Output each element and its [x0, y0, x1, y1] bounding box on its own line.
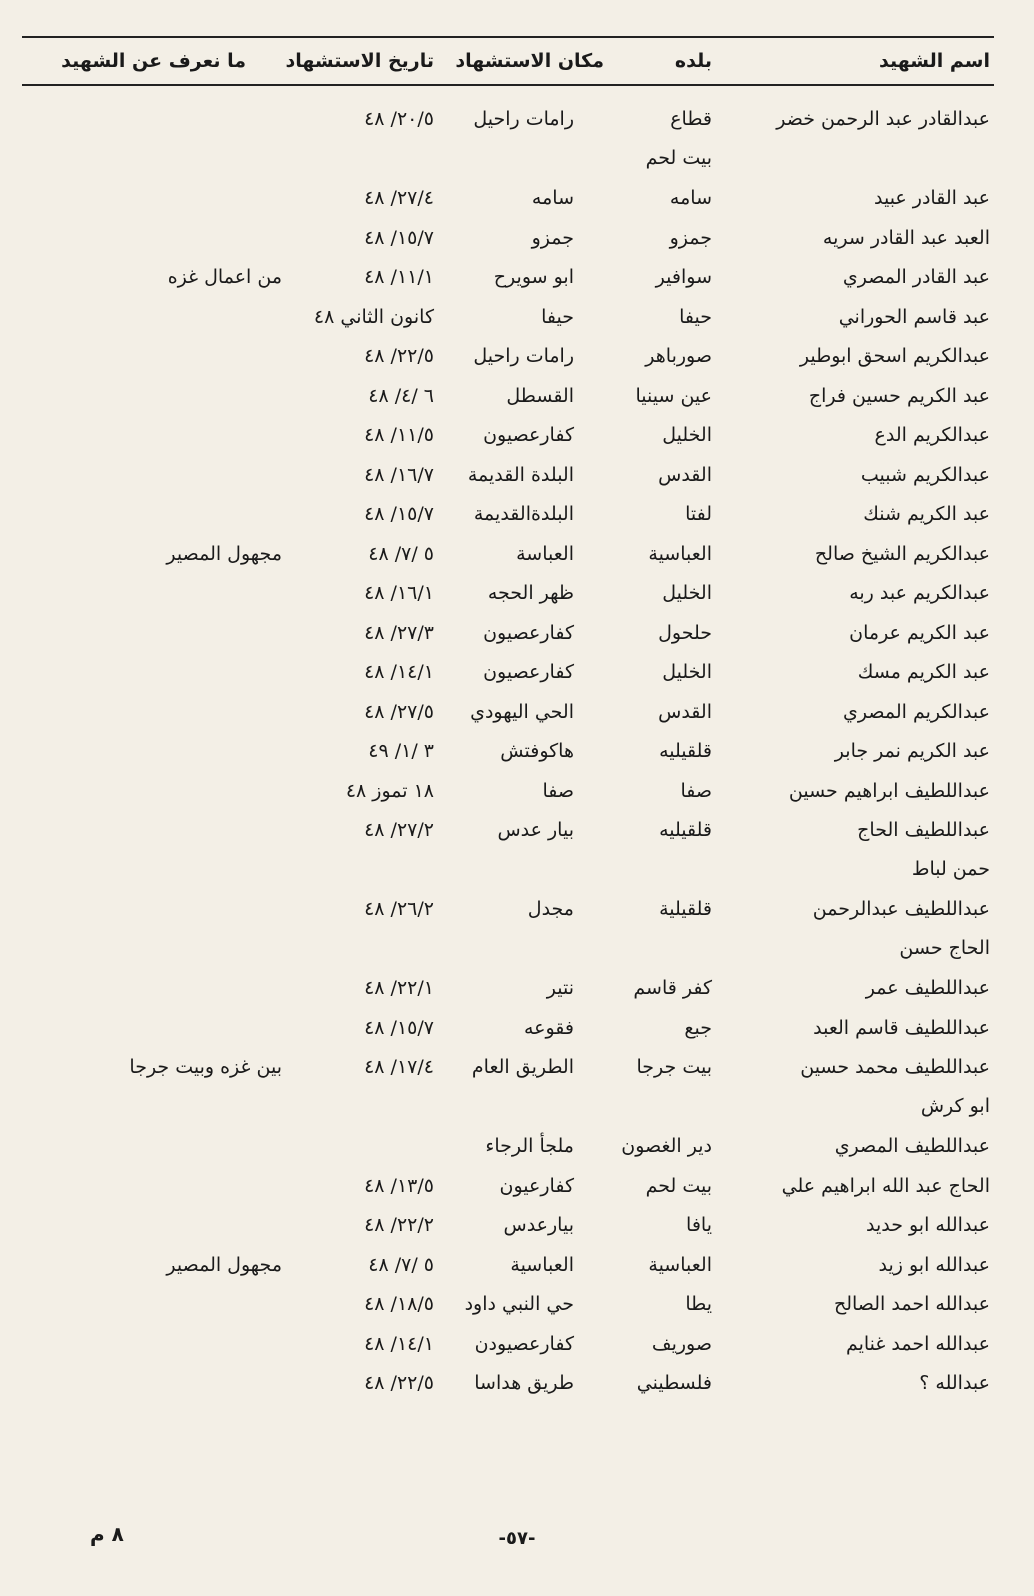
table-row: [22, 1167, 994, 1207]
table-row: [22, 574, 994, 614]
martyr-town: حيفا: [679, 305, 712, 328]
martyrdom-date: ١٥/٧/ ٤٨: [364, 503, 434, 525]
martyr-name: عبداللطيف الحاج: [857, 819, 990, 841]
martyrdom-date: ١٨ تموز ٤٨: [345, 779, 434, 802]
table-row: [22, 100, 994, 179]
table-row: [22, 614, 994, 654]
martyr-town: عين سينيا: [635, 384, 712, 407]
martyrdom-date: ١٤/١/ ٤٨: [364, 1332, 434, 1355]
martyr-name: عبدالكريم اسحق ابوطير: [799, 345, 990, 367]
footer-mark: ٨ م: [90, 1522, 124, 1546]
martyr-town: حلحول: [658, 621, 712, 644]
table-row: [22, 693, 994, 733]
martyrdom-date: ١١/١/ ٤٨: [364, 266, 434, 288]
table-row: [22, 1206, 994, 1246]
table-row: [22, 1009, 994, 1049]
table-header: [22, 44, 994, 80]
table-row: [22, 1285, 994, 1325]
martyr-town: جمزو: [669, 226, 712, 249]
header-date: تاريخ الاستشهاد: [285, 50, 434, 72]
martyr-name: عبدالقادر عبد الرحمن خضر: [776, 108, 990, 130]
martyrdom-date: ١٨/٥/ ٤٨: [364, 1293, 434, 1315]
martyr-town: جبع: [684, 1016, 712, 1039]
martyrdom-place: جمزو: [531, 226, 574, 249]
martyr-town: صورباهر: [645, 345, 712, 367]
martyr-name: عبداللطيف قاسم العبد: [813, 1016, 990, 1039]
martyrdom-date: ٢٧/٤/ ٤٨: [364, 187, 434, 209]
martyr-town: لفتا: [685, 503, 712, 525]
martyrdom-place: نتير: [546, 977, 574, 999]
martyr-name: عبدالله احمد الصالح: [833, 1293, 990, 1315]
table-row: [22, 219, 994, 259]
martyrdom-date: ٢٧/٥/ ٤٨: [364, 700, 434, 723]
martyrdom-place: ملجأ الرجاء: [485, 1135, 574, 1157]
martyr-town: كفر قاسم: [633, 977, 712, 999]
martyr-notes: من اعمال غزه: [167, 266, 282, 288]
martyrdom-place: حي النبي داود: [464, 1293, 574, 1315]
martyr-town: العباسية: [648, 542, 712, 565]
table-row: [22, 416, 994, 456]
martyrdom-place: البلدة القديمة: [467, 463, 574, 486]
martyrdom-place: مجدل: [527, 898, 574, 920]
martyrdom-place: العباسة: [516, 542, 574, 565]
martyrdom-place: كفارعصيون: [483, 661, 574, 683]
martyr-name: عبداللطيف ابراهيم حسين: [788, 779, 990, 802]
page-number: -٥٧-: [498, 1528, 536, 1549]
martyr-name: عبد الكريم نمر جابر: [834, 740, 990, 762]
martyr-name: عبدالله احمد غنايم: [845, 1332, 990, 1355]
martyrdom-place: كفارعصيون: [483, 621, 574, 644]
martyrdom-place: طريق هداسا: [474, 1372, 574, 1394]
martyr-town: القدس: [658, 463, 712, 486]
martyrdom-date: ١٣/٥/ ٤٨: [364, 1174, 434, 1197]
martyrdom-date: ١٥/٧/ ٤٨: [364, 226, 434, 249]
table-row: [22, 969, 994, 1009]
martyr-town: سامه: [669, 187, 712, 209]
martyrdom-place: الطريق العام: [471, 1056, 574, 1078]
martyr-town: قلقيليه: [659, 819, 712, 841]
martyr-town-continued: بيت لحم: [645, 147, 712, 169]
martyr-town: القدس: [658, 700, 712, 723]
top-rule: [22, 36, 994, 38]
martyrdom-place: رامات راحيل: [473, 345, 574, 367]
table-row: [22, 337, 994, 377]
martyrdom-place: الحي اليهودي: [470, 700, 574, 723]
martyrdom-date: ٢٢/١/ ٤٨: [364, 977, 434, 999]
martyrdom-date: ٢٧/٣/ ٤٨: [364, 621, 434, 644]
martyrdom-date: ٢٢/٥/ ٤٨: [364, 345, 434, 367]
table-row: [22, 535, 994, 575]
martyr-town: قلقيلية: [659, 898, 712, 920]
header-name: اسم الشهيد: [879, 50, 990, 72]
martyrdom-date: ١٧/٤/ ٤٨: [364, 1056, 434, 1078]
martyr-name: عبدالله ؟: [919, 1372, 990, 1394]
martyr-town: يطا: [685, 1293, 712, 1315]
martyrdom-place: هاكوفتش: [500, 740, 574, 762]
martyrdom-date: ٦ /٤/ ٤٨: [368, 384, 434, 407]
martyr-town: الخليل: [662, 424, 712, 446]
header-town: بلده: [674, 50, 712, 72]
martyrdom-place: حيفا: [541, 305, 574, 328]
martyrdom-place: ظهر الحجه: [487, 582, 574, 604]
martyr-name: عبداللطيف عبدالرحمن: [812, 898, 990, 920]
table-row: [22, 258, 994, 298]
table-row: [22, 653, 994, 693]
martyrdom-place: ابو سويرح: [493, 266, 574, 288]
table-row: [22, 377, 994, 417]
martyr-name: عبد قاسم الحوراني: [838, 305, 990, 328]
header-notes: ما نعرف عن الشهيد: [61, 50, 246, 72]
martyr-name: عبدالله ابو زيد: [878, 1253, 990, 1276]
table-row: [22, 1127, 994, 1167]
martyr-town: قطاع: [670, 108, 712, 130]
martyr-name-continued: الحاج حسن: [899, 937, 990, 959]
martyr-notes: مجهول المصير: [166, 1253, 282, 1276]
martyrdom-place: كفارعيون: [499, 1174, 574, 1197]
table-row: [22, 732, 994, 772]
martyr-name: عبدالكريم الشيخ صالح: [814, 542, 990, 565]
martyr-notes: مجهول المصير: [166, 542, 282, 565]
martyrdom-date: ٥ /٧/ ٤٨: [368, 542, 434, 565]
header-place: مكان الاستشهاد: [455, 50, 604, 72]
martyrdom-place: العباسية: [510, 1253, 574, 1276]
martyrdom-date: ١٤/١/ ٤٨: [364, 661, 434, 683]
martyrdom-place: فقوعه: [523, 1016, 574, 1039]
table-row: [22, 456, 994, 496]
martyr-name-continued: حمن لباط: [911, 858, 990, 880]
martyr-town: فلسطيني: [636, 1372, 712, 1394]
martyrdom-date: ٢٢/٢/ ٤٨: [364, 1214, 434, 1236]
martyrdom-date: ١٥/٧/ ٤٨: [364, 1016, 434, 1039]
table-row: [22, 1048, 994, 1127]
martyr-name: عبداللطيف عمر: [865, 977, 990, 999]
table-body: [22, 100, 994, 1404]
martyr-town: سوافير: [655, 266, 712, 288]
martyr-name: عبدالكريم عبد ربه: [849, 582, 990, 604]
martyrdom-date: ١١/٥/ ٤٨: [364, 424, 434, 446]
table-row: [22, 179, 994, 219]
martyrdom-date: ٢٦/٢/ ٤٨: [364, 898, 434, 920]
martyr-name: عبدالكريم المصري: [843, 700, 990, 723]
martyrdom-place: سامه: [531, 187, 574, 209]
martyrdom-date: كانون الثاني ٤٨: [313, 305, 434, 328]
martyrdom-place: رامات راحيل: [473, 108, 574, 130]
martyr-town: الخليل: [662, 582, 712, 604]
header-rule: [22, 84, 994, 86]
table-row: [22, 1246, 994, 1286]
martyr-town: يافا: [686, 1214, 712, 1236]
martyr-town: قلقيليه: [659, 740, 712, 762]
table-row: [22, 1325, 994, 1365]
martyr-name-continued: ابو كرش: [920, 1095, 990, 1117]
table-row: [22, 890, 994, 969]
table-row: [22, 1364, 994, 1404]
martyr-name: عبداللطيف المصري: [834, 1135, 990, 1157]
martyrdom-date: ٣ /١/ ٤٩: [368, 740, 434, 762]
martyr-name: عبدالكريم شبيب: [860, 463, 990, 486]
martyr-name: عبد القادر عبيد: [873, 187, 990, 209]
table-row: [22, 495, 994, 535]
table-row: [22, 772, 994, 812]
martyr-name: الحاج عبد الله ابراهيم علي: [781, 1174, 990, 1197]
table-row: [22, 298, 994, 338]
martyrdom-date: ٢٢/٥/ ٤٨: [364, 1372, 434, 1394]
martyr-town: دير الغصون: [621, 1135, 712, 1157]
martyrdom-place: بيارعدس: [503, 1214, 574, 1236]
martyr-town: صوريف: [651, 1332, 712, 1355]
martyr-name: عبدالله ابو حديد: [865, 1214, 990, 1236]
martyrdom-place: البلدةالقديمة: [473, 503, 574, 525]
martyrdom-date: ١٦/٧/ ٤٨: [364, 463, 434, 486]
martyr-name: عبد الكريم عرمان: [849, 621, 990, 644]
martyr-town: العباسية: [648, 1253, 712, 1276]
martyrdom-place: كفارعصيون: [483, 424, 574, 446]
martyrdom-date: ١٦/١/ ٤٨: [364, 582, 434, 604]
martyrdom-date: ٢٧/٢/ ٤٨: [364, 819, 434, 841]
martyrdom-date: ٥ /٧/ ٤٨: [368, 1253, 434, 1276]
martyr-town: صفا: [680, 779, 712, 802]
table-row: [22, 811, 994, 890]
martyr-name: عبدالكريم الدع: [874, 424, 990, 446]
martyrdom-place: القسطل: [506, 384, 574, 407]
martyr-name: عبد الكريم مسك: [857, 661, 990, 683]
martyrdom-place: كفارعصيودن: [474, 1332, 574, 1355]
martyr-name: العبد عبد القادر سريه: [822, 226, 990, 249]
martyr-notes: بين غزه وبيت جرجا: [129, 1056, 282, 1078]
martyr-name: عبد الكريم شنك: [863, 503, 990, 525]
martyr-town: بيت جرجا: [636, 1056, 712, 1078]
martyr-name: عبداللطيف محمد حسين: [800, 1056, 990, 1078]
martyrdom-date: ٢٠/٥/ ٤٨: [364, 108, 434, 130]
martyr-town: الخليل: [662, 661, 712, 683]
martyrdom-place: صفا: [542, 779, 574, 802]
martyr-town: بيت لحم: [645, 1174, 712, 1197]
martyrdom-place: بيار عدس: [497, 819, 574, 841]
martyr-name: عبد الكريم حسين فراج: [808, 384, 990, 407]
martyr-name: عبد القادر المصري: [842, 266, 990, 288]
